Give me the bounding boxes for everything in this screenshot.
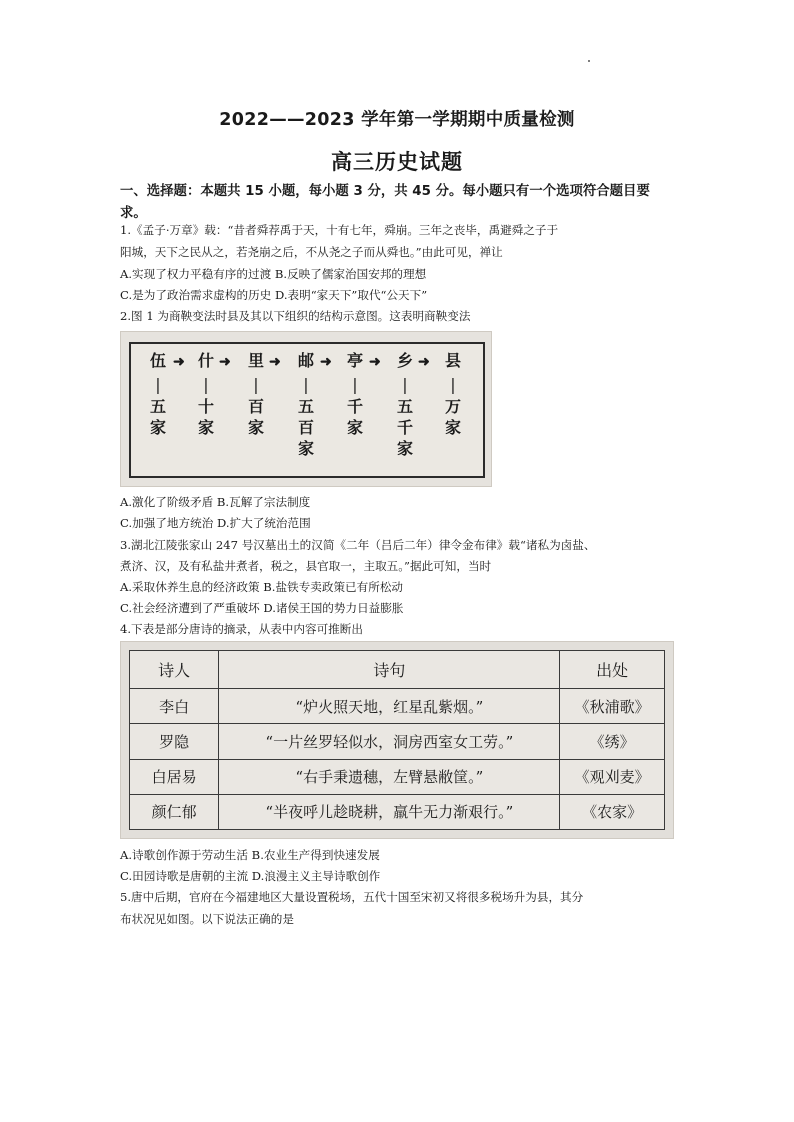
column-header-verse: 诗句 bbox=[219, 651, 560, 689]
unit-li: 里 | 百 家 bbox=[247, 351, 264, 437]
source-cell: 《秋浦歌》 bbox=[560, 689, 665, 724]
unit-ting: 亭 | 千 家 bbox=[346, 351, 363, 437]
q3-options-cd: C.社会经济遭到了严重破坏 D.诸侯王国的势力日益膨胀 bbox=[120, 601, 404, 615]
tang-poetry-table-image bbox=[120, 641, 674, 839]
q3-stem-line-1: 3.湖北江陵张家山 247 号汉墓出土的汉简《二年（吕后二年）律令金布律》载“诸私为卤盐、 bbox=[120, 538, 596, 552]
table-row bbox=[130, 759, 665, 794]
figure-1-frame bbox=[129, 342, 485, 478]
q1-stem-line-2: 阳城，天下之民从之，若尧崩之后，不从尧之子而从舜也。”由此可见，禅让 bbox=[120, 245, 503, 259]
table-row bbox=[130, 724, 665, 759]
table-header-row bbox=[130, 651, 665, 689]
column-header-poet: 诗人 bbox=[130, 651, 219, 689]
tang-poetry-table bbox=[129, 650, 665, 830]
unit-shi: 什 | 十 家 bbox=[197, 351, 214, 437]
table-row bbox=[130, 794, 665, 829]
unit-wu: 伍 | 五 家 bbox=[149, 351, 166, 437]
q3-options-ab: A.采取休养生息的经济政策 B.盐铁专卖政策已有所松动 bbox=[120, 580, 404, 594]
arrow-right-icon: ➜ bbox=[418, 354, 430, 370]
page-speck bbox=[588, 60, 590, 62]
poet-cell: 颜仁郁 bbox=[130, 794, 219, 829]
q1-options-cd: C.是为了政治需求虚构的历史 D.表明“家天下”取代“公天下” bbox=[120, 288, 428, 302]
exam-subtitle: 高三历史试题 bbox=[331, 150, 463, 174]
poet-cell: 罗隐 bbox=[130, 724, 219, 759]
unit-you: 邮 | 五 百 家 bbox=[297, 351, 314, 458]
arrow-right-icon: ➜ bbox=[219, 354, 231, 370]
verse-cell: “右手秉遗穗，左臂悬敝筐。” bbox=[219, 759, 560, 794]
unit-xiang: 乡 | 五 千 家 bbox=[396, 351, 413, 458]
figure-1-organization-chart bbox=[120, 331, 492, 487]
q2-options-cd: C.加强了地方统治 D.扩大了统治范围 bbox=[120, 516, 311, 530]
column-header-source: 出处 bbox=[560, 651, 665, 689]
source-cell: 《绣》 bbox=[560, 724, 665, 759]
q5-stem-line-2: 布状况见如图。以下说法正确的是 bbox=[120, 912, 294, 926]
source-cell: 《农家》 bbox=[560, 794, 665, 829]
arrow-right-icon: ➜ bbox=[320, 354, 332, 370]
section-heading: 一、选择题：本题共 15 小题，每小题 3 分，共 45 分。每小题只有一个选项符合题目要求。 bbox=[120, 184, 650, 221]
q1-stem-line-1: 1.《孟子·万章》载：“昔者舜荐禹于天，十有七年，舜崩。三年之丧毕，禹避舜之子于 bbox=[120, 223, 559, 237]
q1-options-ab: A.实现了权力平稳有序的过渡 B.反映了儒家治国安邦的理想 bbox=[120, 267, 427, 281]
q4-options-cd: C.田园诗歌是唐朝的主流 D.浪漫主义主导诗歌创作 bbox=[120, 869, 381, 883]
poet-cell: 李白 bbox=[130, 689, 219, 724]
q2-stem: 2.图 1 为商鞅变法时县及其以下组织的结构示意图。这表明商鞅变法 bbox=[120, 309, 471, 323]
arrow-right-icon: ➜ bbox=[173, 354, 185, 370]
exam-title: 2022——2023 学年第一学期期中质量检测 bbox=[219, 110, 575, 130]
table-row bbox=[130, 689, 665, 724]
verse-cell: “半夜呼儿趁晓耕，羸牛无力渐艰行。” bbox=[219, 794, 560, 829]
q5-stem-line-1: 5.唐中后期，官府在今福建地区大量设置税场，五代十国至宋初又将很多税场升为县，其分 bbox=[120, 890, 584, 904]
q4-options-ab: A.诗歌创作源于劳动生活 B.农业生产得到快速发展 bbox=[120, 848, 380, 862]
arrow-right-icon: ➜ bbox=[269, 354, 281, 370]
verse-cell: “炉火照天地，红星乱紫烟。” bbox=[219, 689, 560, 724]
q2-options-ab: A.激化了阶级矛盾 B.瓦解了宗法制度 bbox=[120, 495, 311, 509]
poet-cell: 白居易 bbox=[130, 759, 219, 794]
q4-stem: 4.下表是部分唐诗的摘录，从表中内容可推断出 bbox=[120, 622, 363, 636]
source-cell: 《观刈麦》 bbox=[560, 759, 665, 794]
arrow-right-icon: ➜ bbox=[369, 354, 381, 370]
verse-cell: “一片丝罗轻似水，洞房西室女工劳。” bbox=[219, 724, 560, 759]
unit-xian: 县 | 万 家 bbox=[444, 351, 461, 437]
q3-stem-line-2: 煮济、汉，及有私盐井煮者，税之，县官取一，主取五。”据此可知，当时 bbox=[120, 559, 492, 573]
